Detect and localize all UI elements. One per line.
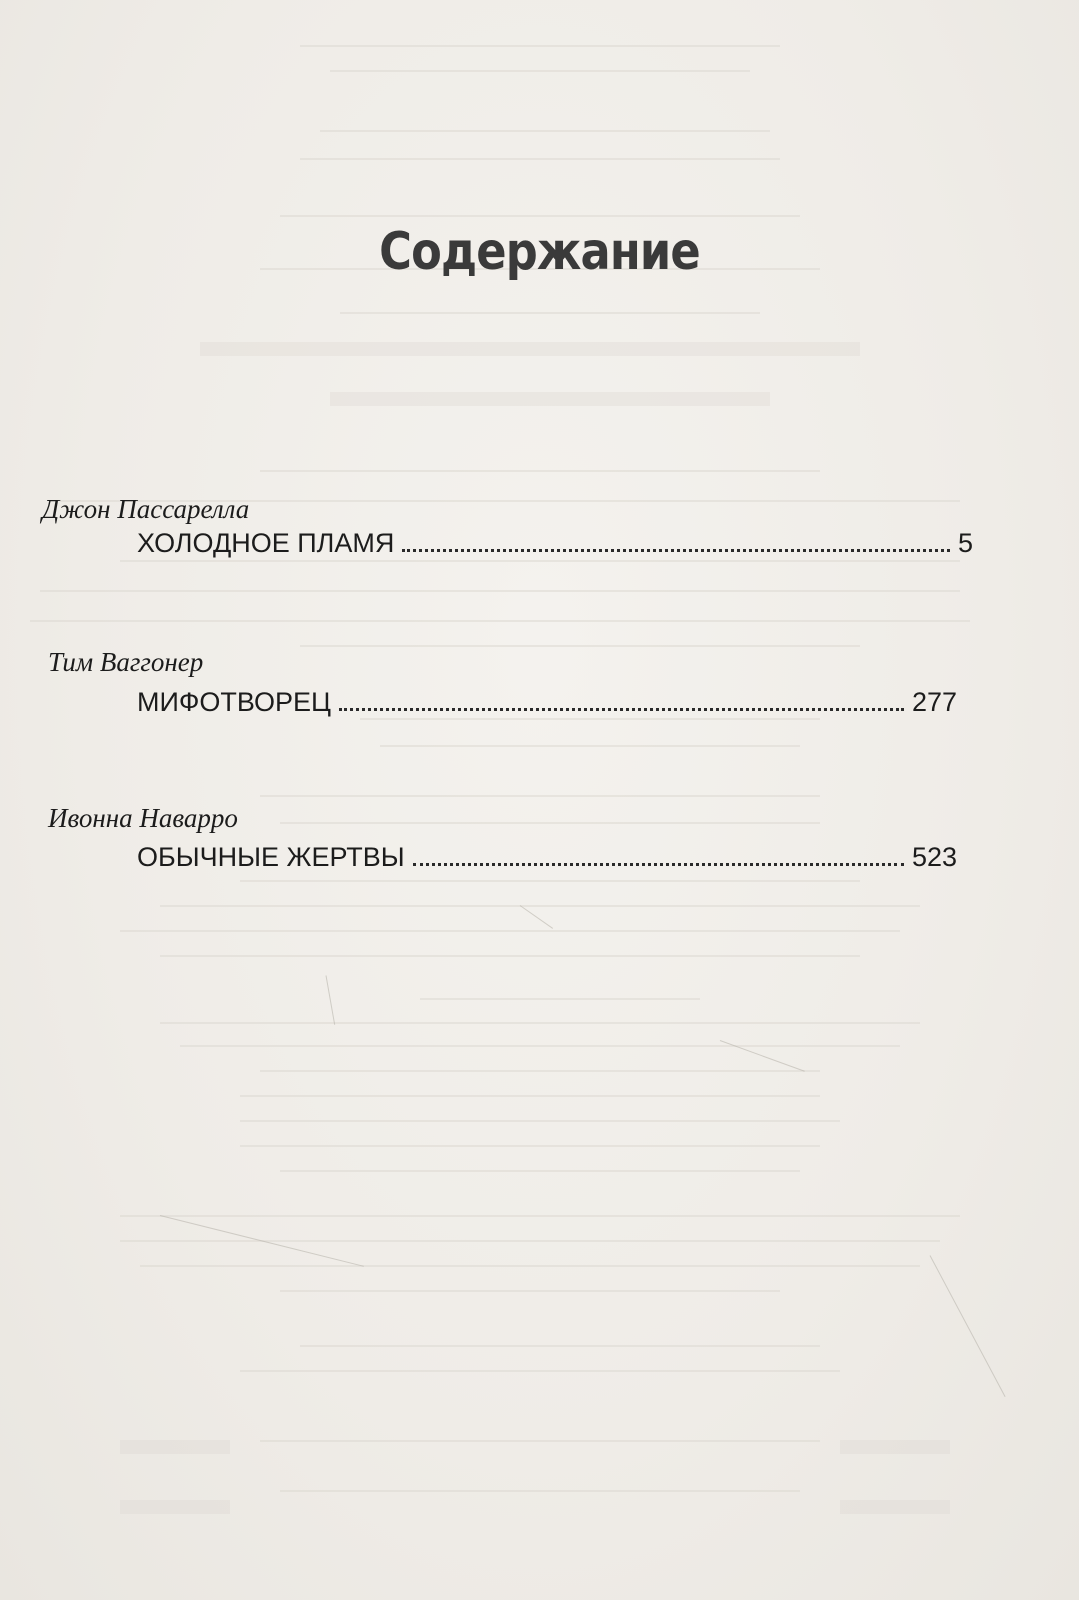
- toc-page-number: 523: [911, 842, 957, 872]
- toc-author: Тим Ваггонер: [48, 647, 204, 677]
- bleed-through-line: [340, 312, 760, 314]
- bleed-through-line: [280, 1290, 780, 1292]
- bleed-through-line: [380, 745, 800, 747]
- bleed-through-line: [280, 215, 800, 217]
- toc-page-number: 277: [911, 687, 957, 717]
- toc-work-title: ХОЛОДНОЕ ПЛАМЯ: [137, 528, 395, 558]
- bleed-through-line: [120, 1215, 960, 1217]
- paper-scratch: [930, 1255, 1006, 1397]
- toc-work-title: ОБЫЧНЫЕ ЖЕРТВЫ: [137, 842, 405, 872]
- bleed-through-line: [330, 70, 750, 72]
- bleed-through-line: [280, 1490, 800, 1492]
- bleed-through-line: [240, 1145, 820, 1147]
- bleed-through-line: [160, 955, 860, 957]
- bleed-through-line: [260, 1440, 820, 1442]
- toc-author: Ивонна Наварро: [48, 803, 238, 833]
- toc-page-number: 5: [957, 528, 973, 558]
- bleed-through-line: [260, 795, 820, 797]
- bleed-through-line: [120, 930, 900, 932]
- bleed-through-line: [360, 718, 820, 720]
- bleed-through-line: [260, 470, 820, 472]
- paper-scratch: [326, 975, 336, 1024]
- bleed-through-line: [840, 1500, 950, 1514]
- bleed-through-line: [30, 620, 970, 622]
- toc-entry: [137, 842, 957, 873]
- dot-leader: [413, 862, 904, 866]
- bleed-through-line: [120, 560, 960, 562]
- bleed-through-line: [260, 1070, 820, 1072]
- bleed-through-line: [840, 1440, 950, 1454]
- toc-work-title: МИФОТВОРЕЦ: [137, 687, 332, 717]
- bleed-through-line: [120, 1440, 230, 1454]
- bleed-through-line: [300, 45, 780, 47]
- bleed-through-line: [240, 1095, 820, 1097]
- bleed-through-line: [420, 998, 700, 1000]
- dot-leader: [339, 707, 904, 711]
- bleed-through-line: [280, 1170, 800, 1172]
- bleed-through-line: [200, 342, 860, 356]
- bleed-through-line: [40, 590, 960, 592]
- bleed-through-line: [300, 158, 780, 160]
- bleed-through-line: [280, 822, 820, 824]
- bleed-through-line: [120, 1240, 940, 1242]
- toc-entry: [137, 687, 957, 718]
- bleed-through-line: [240, 1370, 840, 1372]
- bleed-through-line: [180, 1045, 900, 1047]
- bleed-through-line: [300, 645, 860, 647]
- dot-leader: [402, 548, 950, 552]
- toc-author: Джон Пассарелла: [42, 494, 250, 524]
- bleed-through-line: [240, 1120, 840, 1122]
- bleed-through-line: [140, 1265, 920, 1267]
- bleed-through-line: [160, 905, 920, 907]
- bleed-through-line: [240, 880, 860, 882]
- bleed-through-line: [120, 1500, 230, 1514]
- bleed-through-line: [160, 1022, 920, 1024]
- toc-entry: [137, 528, 973, 559]
- bleed-through-line: [300, 1345, 820, 1347]
- bleed-through-line: [330, 392, 770, 406]
- bleed-through-line: [320, 130, 770, 132]
- paper-scratch: [520, 905, 553, 929]
- page-title: Содержание: [379, 222, 700, 282]
